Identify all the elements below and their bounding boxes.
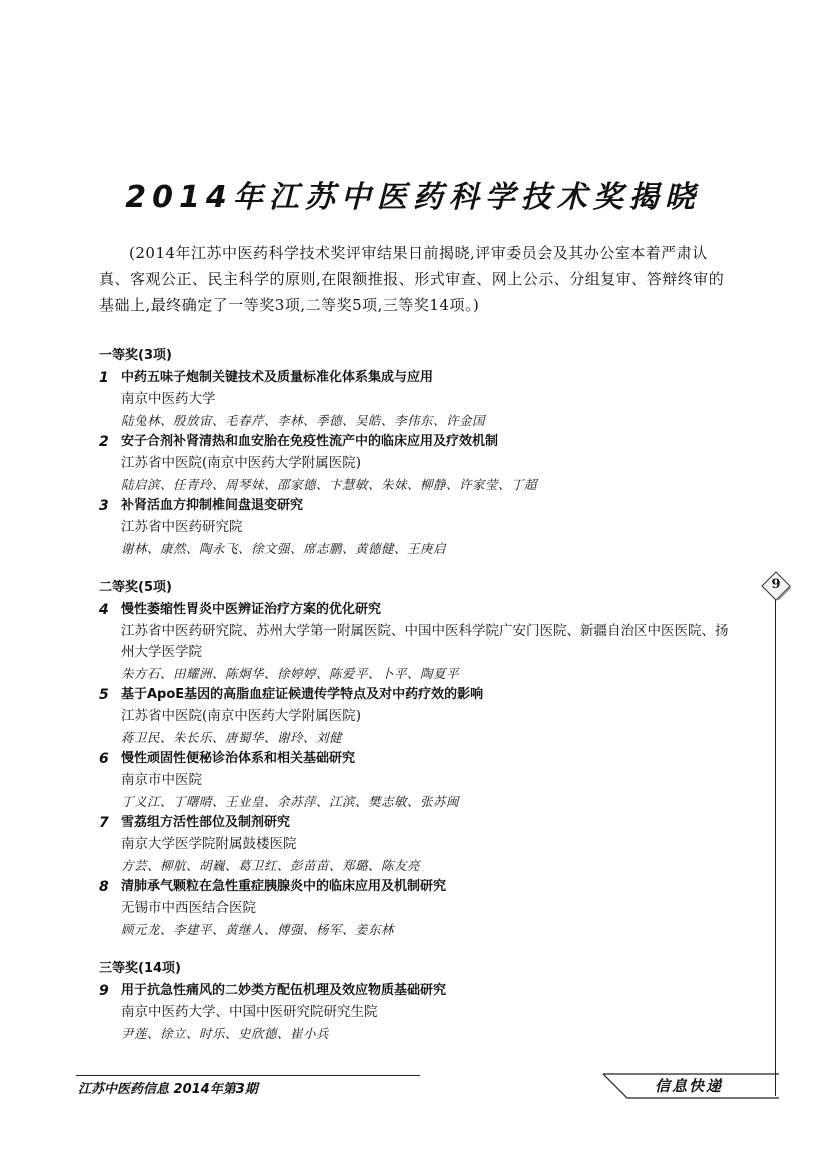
section-second-prize xyxy=(99,577,739,940)
award-unit: 无锡市中西医结合医院 xyxy=(121,900,256,916)
award-title: 补肾活血方抑制椎间盘退变研究 xyxy=(121,498,304,513)
journal-info: 江苏中医药信息 2014年第3期 xyxy=(78,1082,258,1097)
intro-paragraph: (2014年江苏中医药科学技术奖评审结果日前揭晓,评审委员会及其办公室本着严肃认真、客观公正、民主科学的原则,在限额推报、形式审查、网上公示、分组复审、答辩终审的基础上,最终确定了一等奖3项,二等奖5项,三等奖14项。) xyxy=(99,244,725,314)
article-title: 2014年江苏中医药科学技术奖揭晓 xyxy=(125,180,701,215)
award-number: 1 xyxy=(99,370,109,386)
award-unit: 南京中医药大学 xyxy=(121,391,216,407)
award-title: 基于ApoE基因的高脂血症证候遗传学特点及对中药疗效的影响 xyxy=(121,687,484,702)
award-unit: 江苏省中医药研究院 xyxy=(121,519,243,535)
award-unit: 南京市中医院 xyxy=(121,772,202,788)
award-number: 3 xyxy=(99,498,109,514)
award-title: 慢性顽固性便秘诊治体系和相关基础研究 xyxy=(121,751,356,766)
award-number: 2 xyxy=(99,434,109,450)
section-third-prize xyxy=(99,958,739,1044)
award-title: 清肺承气颗粒在急性重症胰腺炎中的临床应用及机制研究 xyxy=(121,879,447,894)
award-item xyxy=(99,876,739,940)
award-item xyxy=(99,367,739,431)
award-unit: 南京大学医学院附属鼓楼医院 xyxy=(121,836,297,852)
award-item xyxy=(99,495,739,559)
award-unit: 江苏省中医药研究院、苏州大学第一附属医院、中国中医科学院广安门医院、新疆自治区中医医院、扬州大学医学院 xyxy=(121,623,729,660)
award-title: 雪荔组方活性部位及制剂研究 xyxy=(121,815,291,830)
section-title: 一等奖(3项) xyxy=(99,348,172,363)
award-people: 尹莲、徐立、时乐、史欣德、崔小兵 xyxy=(121,1026,330,1041)
award-number: 4 xyxy=(99,602,109,618)
award-number: 8 xyxy=(99,879,109,895)
award-item xyxy=(99,431,739,495)
award-people: 谢林、康然、陶永飞、徐文强、席志鹏、黄德健、王庚启 xyxy=(121,541,447,556)
award-item xyxy=(99,812,739,876)
award-unit: 江苏省中医院(南京中医药大学附属医院) xyxy=(121,455,362,471)
award-title: 安子合剂补肾清热和血安胎在免疫性流产中的临床应用及疗效机制 xyxy=(121,434,499,449)
award-item xyxy=(99,748,739,812)
award-title: 用于抗急性痛风的二妙类方配伍机理及效应物质基础研究 xyxy=(121,983,447,998)
award-list xyxy=(99,345,739,1044)
footer-rule xyxy=(76,1075,420,1076)
award-item xyxy=(99,684,739,748)
section-first-prize xyxy=(99,345,739,559)
award-number: 7 xyxy=(99,815,109,831)
section-title: 三等奖(14项) xyxy=(99,961,181,976)
award-people: 陆兔林、殷放宙、毛春芹、李林、季德、吴皓、李伟东、许金国 xyxy=(121,413,486,428)
margin-rule xyxy=(775,598,776,1096)
award-number: 6 xyxy=(99,751,109,767)
award-people: 蒋卫民、朱长乐、唐蜀华、谢玲、刘健 xyxy=(121,730,343,745)
award-item xyxy=(99,980,739,1044)
award-people: 方芸、柳航、胡巍、葛卫红、彭苗苗、郑璐、陈友亮 xyxy=(121,858,421,873)
award-unit: 南京中医药大学、中国中医研究院研究生院 xyxy=(121,1004,378,1020)
award-title: 中药五味子炮制关键技术及质量标准化体系集成与应用 xyxy=(121,370,434,385)
award-people: 朱方石、田耀洲、陈炯华、徐婷婷、陈爱平、卜平、陶夏平 xyxy=(121,666,460,681)
award-people: 丁义江、丁曙晴、王业皇、余苏萍、江滨、樊志敏、张苏闽 xyxy=(121,794,460,809)
award-number: 9 xyxy=(99,983,109,999)
award-people: 顾元龙、李建平、黄继人、傅强、杨军、姜东林 xyxy=(121,922,395,937)
award-item xyxy=(99,599,739,684)
column-name: 信息快递 xyxy=(655,1077,724,1095)
award-number: 5 xyxy=(99,687,109,703)
award-title: 慢性萎缩性胃炎中医辨证治疗方案的优化研究 xyxy=(121,602,382,617)
award-unit: 江苏省中医院(南京中医药大学附属医院) xyxy=(121,708,362,724)
award-people: 陆启滨、任青玲、周琴妹、邵家德、卞慧敏、朱妹、柳静、许家莹、丁超 xyxy=(121,477,538,492)
page-number: 9 xyxy=(771,577,781,592)
section-title: 二等奖(5项) xyxy=(99,580,172,595)
